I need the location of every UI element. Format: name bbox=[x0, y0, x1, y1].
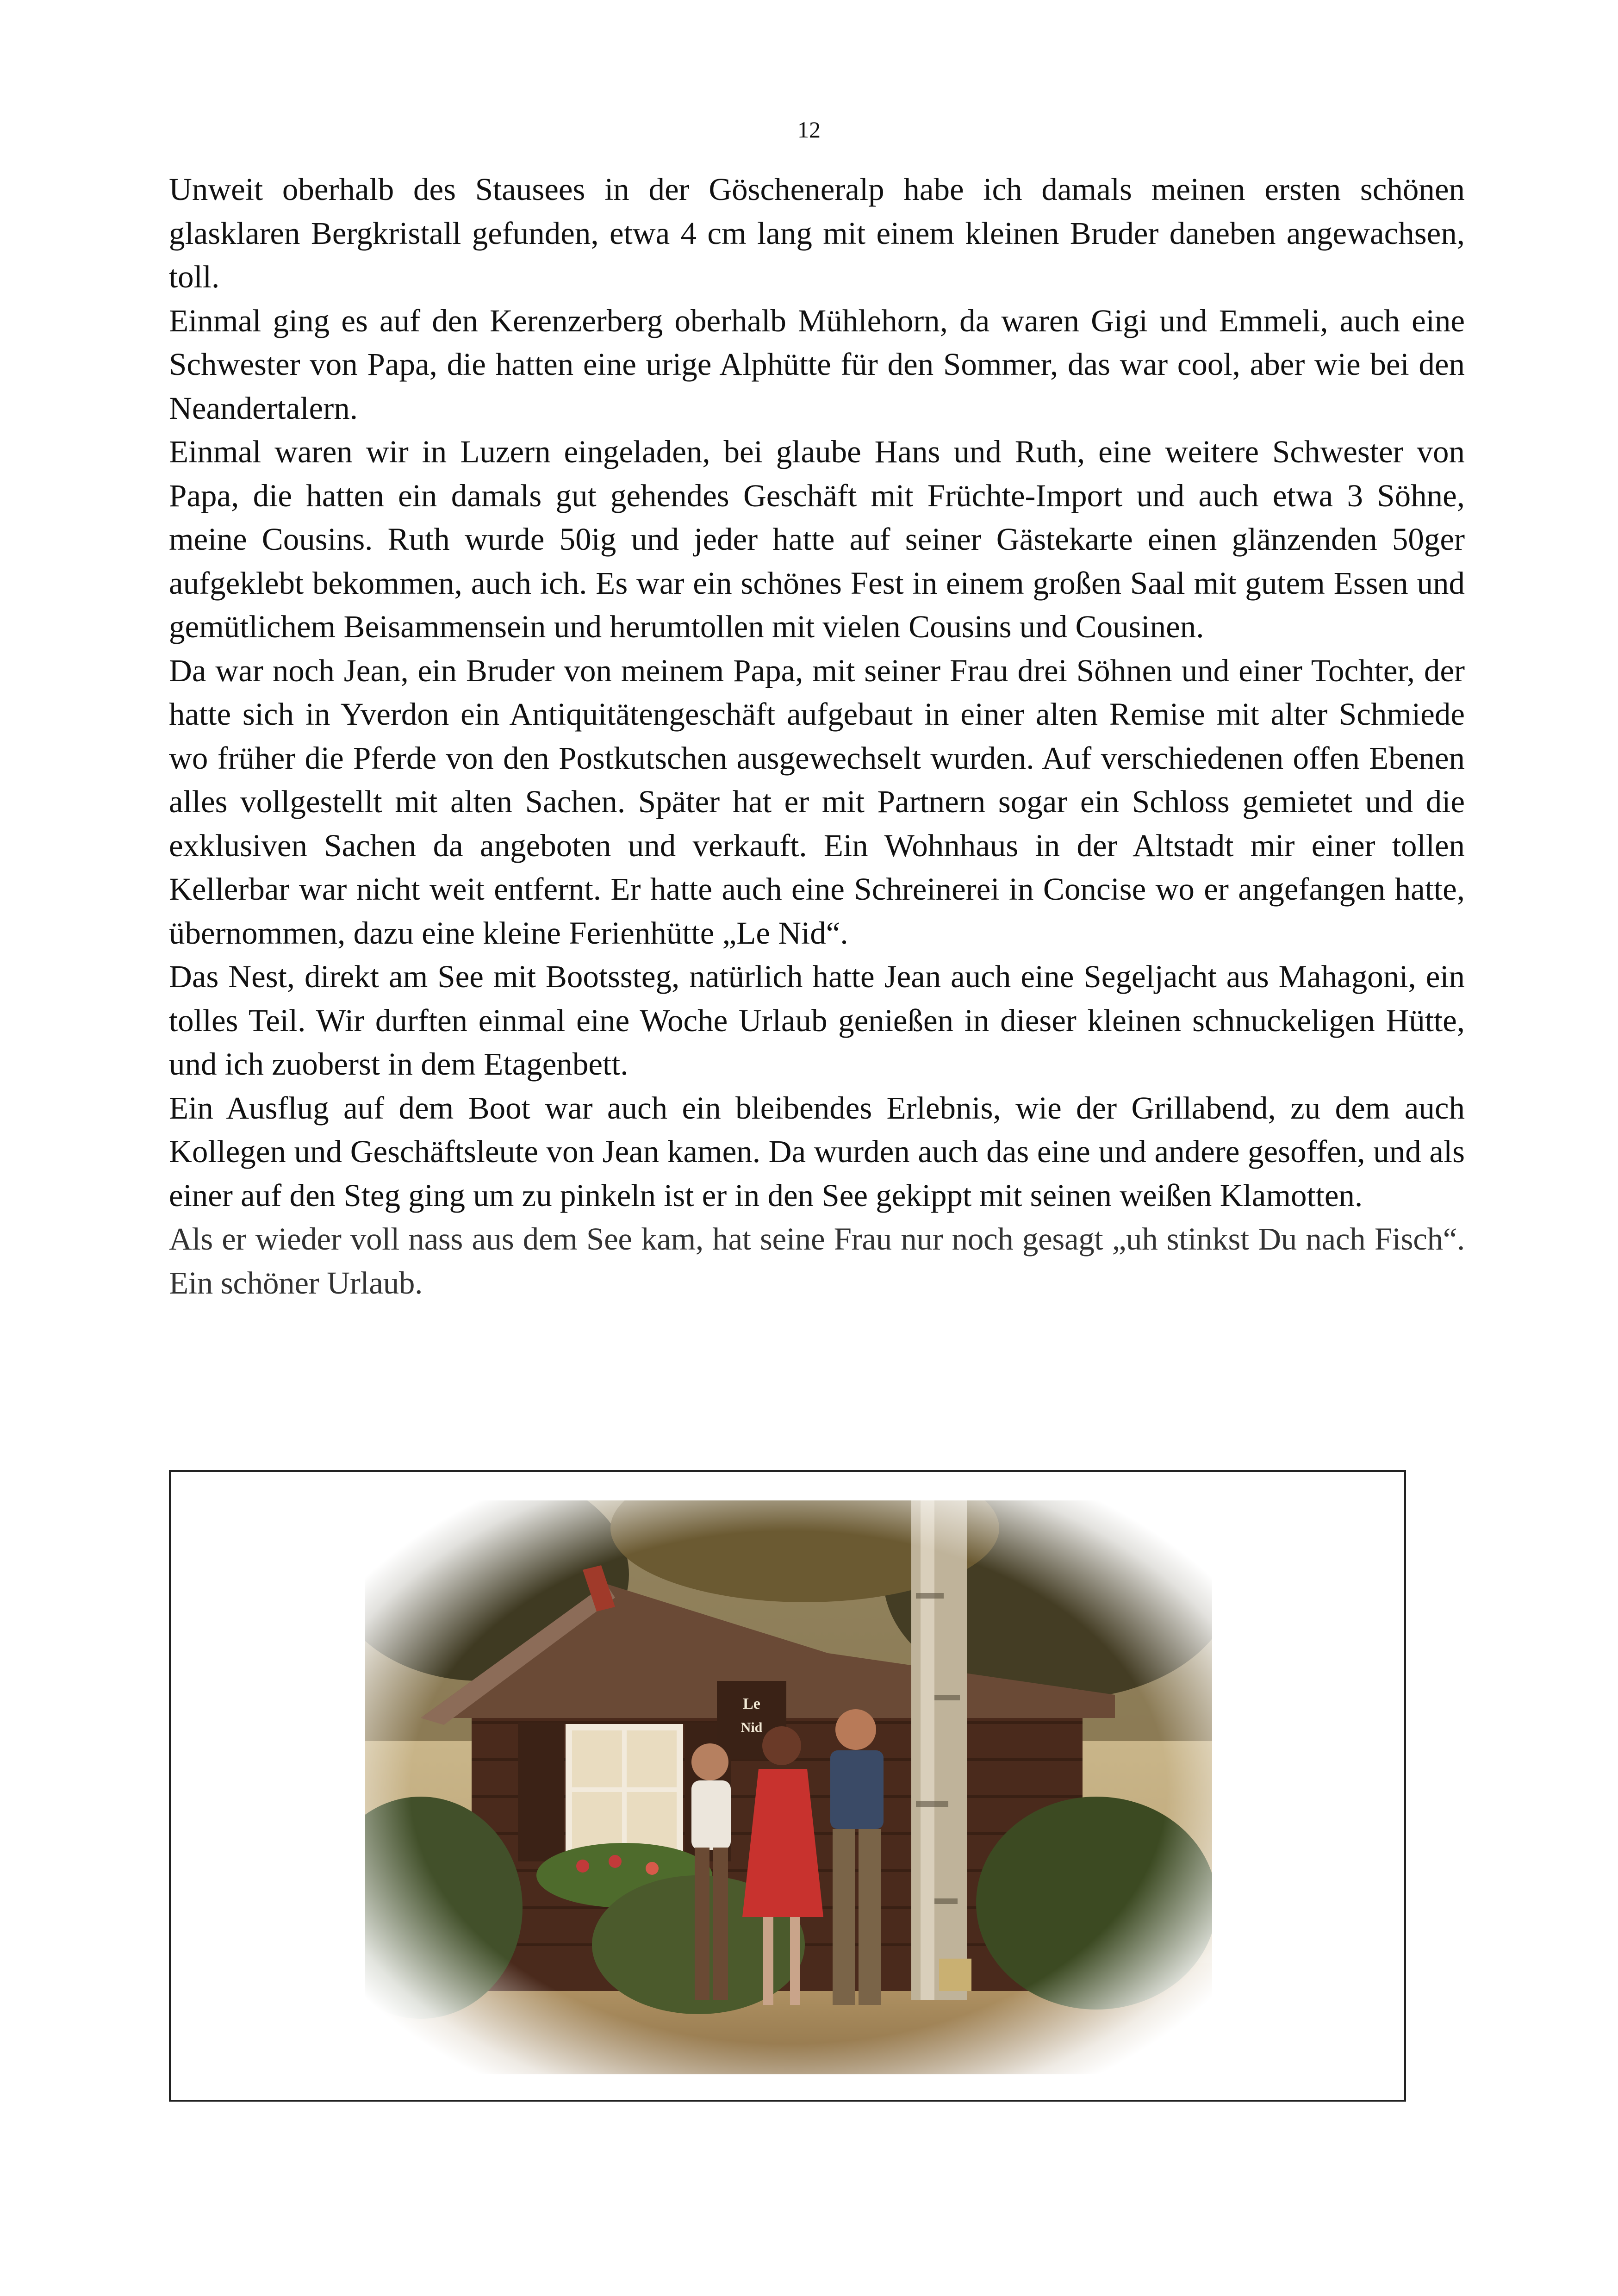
paragraph: Als er wieder voll nass aus dem See kam, hat seine Frau nur noch gesagt „uh stinkst Du nach Fisch“. Ein schöner Urlaub. bbox=[169, 1221, 1465, 1300]
paragraph: Unweit oberhalb des Stausees in der Göscheneralp habe ich damals meinen ersten schönen glasklaren Bergkristall gefunden, etwa 4 cm lang mit einem kleinen Bruder daneben angewachsen, toll. bbox=[169, 172, 1465, 294]
paragraph: Ein Ausflug auf dem Boot war auch ein bleibendes Erlebnis, wie der Grillabend, zu dem auch Kollegen und Geschäftsleute von Jean kamen. Da wurden auch das eine und andere gesoffen, und als einer auf den Steg ging um zu pinkeln ist er in den See gekippt mit seinen weißen Klamotten. bbox=[169, 1090, 1465, 1213]
body-text bbox=[169, 168, 1465, 1305]
paragraph: Einmal waren wir in Luzern eingeladen, bei glaube Hans und Ruth, eine weitere Schwester von Papa, die hatten ein damals gut gehendes Geschäft mit Früchte-Import und auch etwa 3 Söhne, meine Cousins. Ruth wurde 50ig und jeder hatte auf seiner Gästekarte einen glänzenden 50ger aufgeklebt bekommen, auch ich. Es war ein schönes Fest in einem großen Saal mit gutem Essen und gemütlichem Beisammensein und herumtollen mit vielen Cousins und Cousinen. bbox=[169, 434, 1465, 644]
paragraph: Einmal ging es auf den Kerenzerberg oberhalb Mühlehorn, da waren Gigi und Emmeli, auch eine Schwester von Papa, die hatten eine urige Alphütte für den Sommer, das war cool, aber wie bei den Neandertalern. bbox=[169, 303, 1465, 426]
photo-le-nid-cabin bbox=[365, 1500, 1212, 2074]
cabin-photo-illustration bbox=[365, 1500, 1212, 2074]
paragraph: Das Nest, direkt am See mit Bootssteg, natürlich hatte Jean auch eine Segeljacht aus Mahagoni, ein tolles Teil. Wir durften einmal eine Woche Urlaub genießen in dieser kleinen schnuckeligen Hütte, und ich zuoberst in dem Etagenbett. bbox=[169, 959, 1465, 1082]
photo-frame bbox=[169, 1470, 1406, 2102]
paragraph: Da war noch Jean, ein Bruder von meinem Papa, mit seiner Frau drei Söhnen und einer Tochter, der hatte sich in Yverdon ein Antiquitätengeschäft aufgebaut in einer alten Remise mit alter Schmiede wo früher die Pferde von den Postkutschen ausgewechselt wurden. Auf verschiedenen offen Ebenen alles vollgestellt mit alten Sachen. Später hat er mit Partnern sogar ein Schloss gemietet und die exklusiven Sachen da angeboten und verkauft. Ein Wohnhaus in der Altstadt mir einer tollen Kellerbar war nicht weit entfernt. Er hatte auch eine Schreinerei in Concise wo er angefangen hatte, übernommen, dazu eine kleine Ferienhütte „Le Nid“. bbox=[169, 653, 1465, 951]
page-number: 12 bbox=[797, 117, 821, 143]
